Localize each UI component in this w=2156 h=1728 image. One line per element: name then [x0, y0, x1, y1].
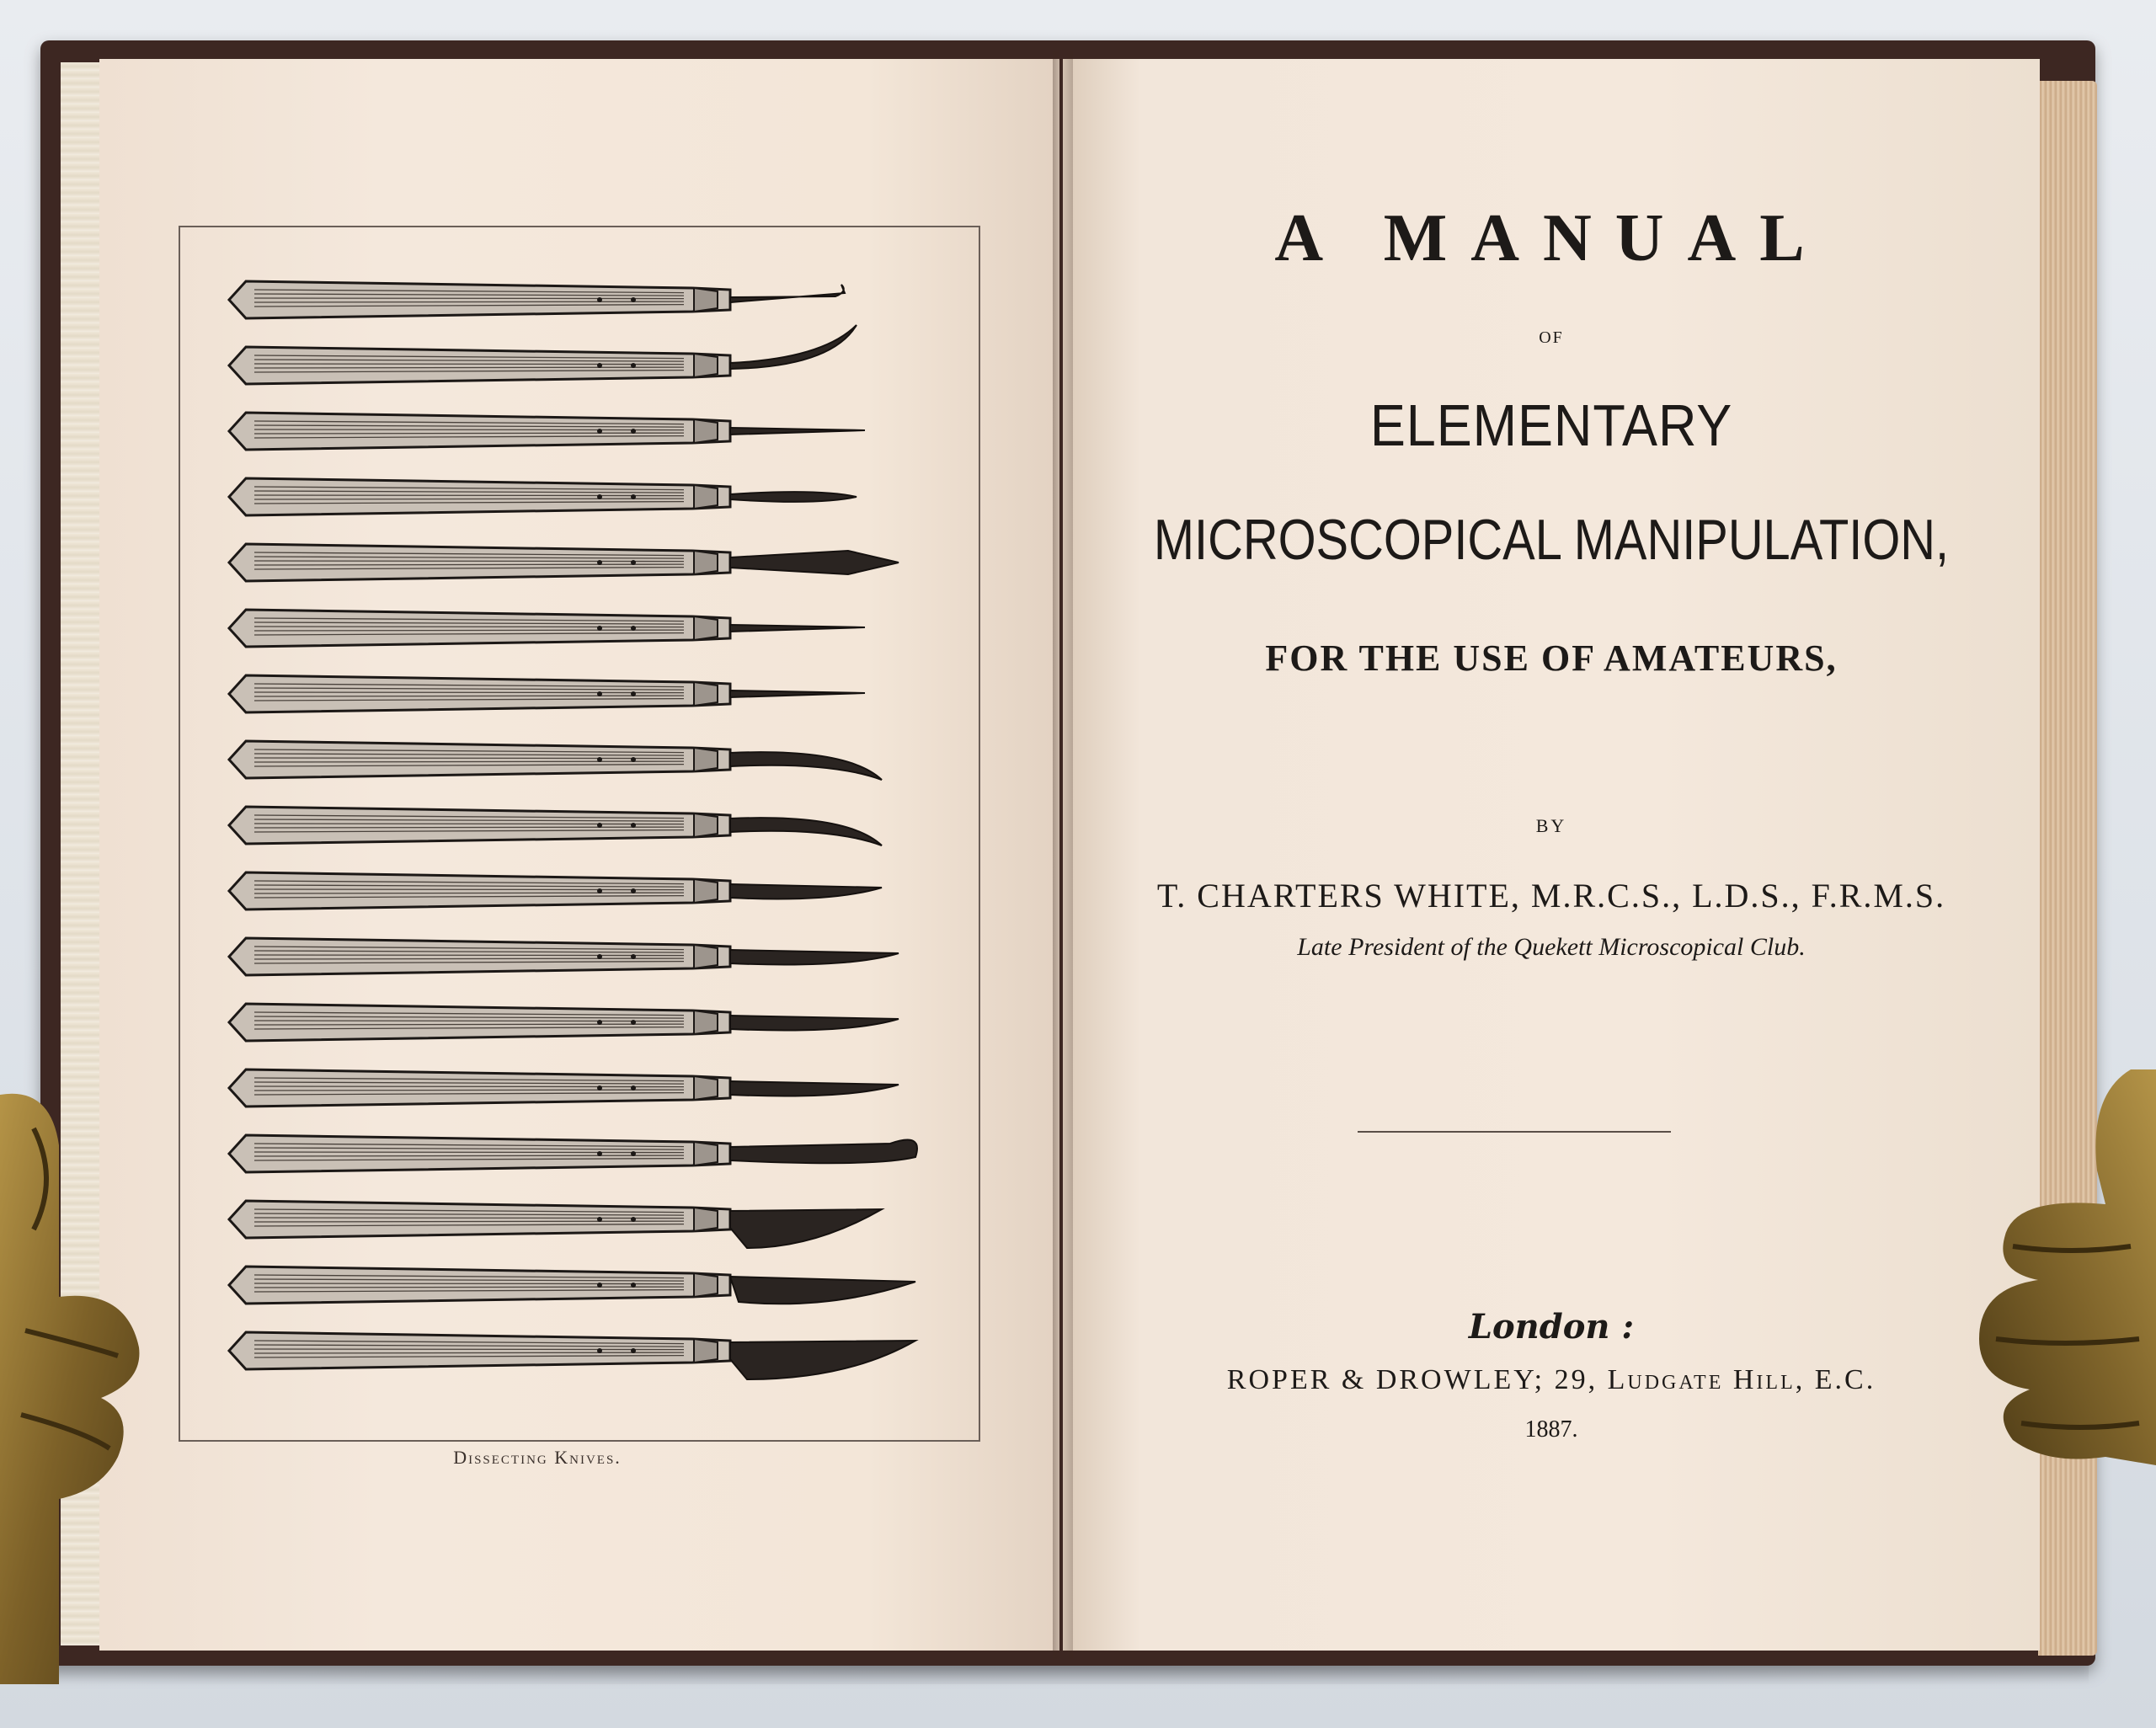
- knife-engraving: [229, 325, 857, 384]
- knife-engraving: [229, 872, 882, 909]
- title-elementary: ELEMENTARY: [1369, 392, 1733, 458]
- brass-book-holder-right: [1962, 1069, 2156, 1659]
- knife-engraving: [229, 413, 865, 450]
- knife-engraving: [229, 807, 882, 845]
- imprint-year: 1887.: [1524, 1416, 1578, 1443]
- title-a-manual: A MANUAL: [1274, 201, 1828, 275]
- imprint-publisher: ROPER & DROWLEY; 29, Ludgate Hill, E.C.: [1226, 1364, 1876, 1395]
- knife-engraving: [229, 1267, 915, 1304]
- author-name: T. CHARTERS WHITE, M.R.C.S., L.D.S., F.R.M.S.: [1156, 877, 1946, 915]
- subtitle-for-amateurs: FOR THE USE OF AMATEURS,: [1265, 637, 1838, 679]
- knife-engraving: [229, 1135, 917, 1172]
- knife-engraving: [229, 1069, 899, 1107]
- knife-engraving: [229, 478, 857, 515]
- right-page: [1063, 59, 2040, 1651]
- dissecting-knives-illustration: [179, 226, 977, 1438]
- byline-by: BY: [1535, 815, 1567, 836]
- knife-engraving: [229, 610, 865, 647]
- title-of: OF: [1539, 328, 1564, 347]
- title-rule: [1358, 1131, 1671, 1133]
- knife-engraving: [229, 741, 882, 780]
- knife-engraving: [229, 1332, 915, 1379]
- author-note: Late President of the Quekett Microscopical Club.: [1297, 933, 1806, 961]
- knife-engraving: [229, 281, 845, 318]
- knife-engraving: [229, 1004, 899, 1041]
- title-microscopical-manipulation: MICROSCOPICAL MANIPULATION,: [1153, 508, 1950, 572]
- plate-caption: Dissecting Knives.: [453, 1447, 622, 1468]
- knife-engraving: [229, 675, 865, 712]
- brass-book-holder-left: [0, 1078, 152, 1684]
- knife-engraving: [229, 544, 899, 581]
- knife-engraving: [229, 938, 899, 975]
- knife-engraving: [229, 1201, 882, 1248]
- imprint-place: London :: [1468, 1307, 1635, 1347]
